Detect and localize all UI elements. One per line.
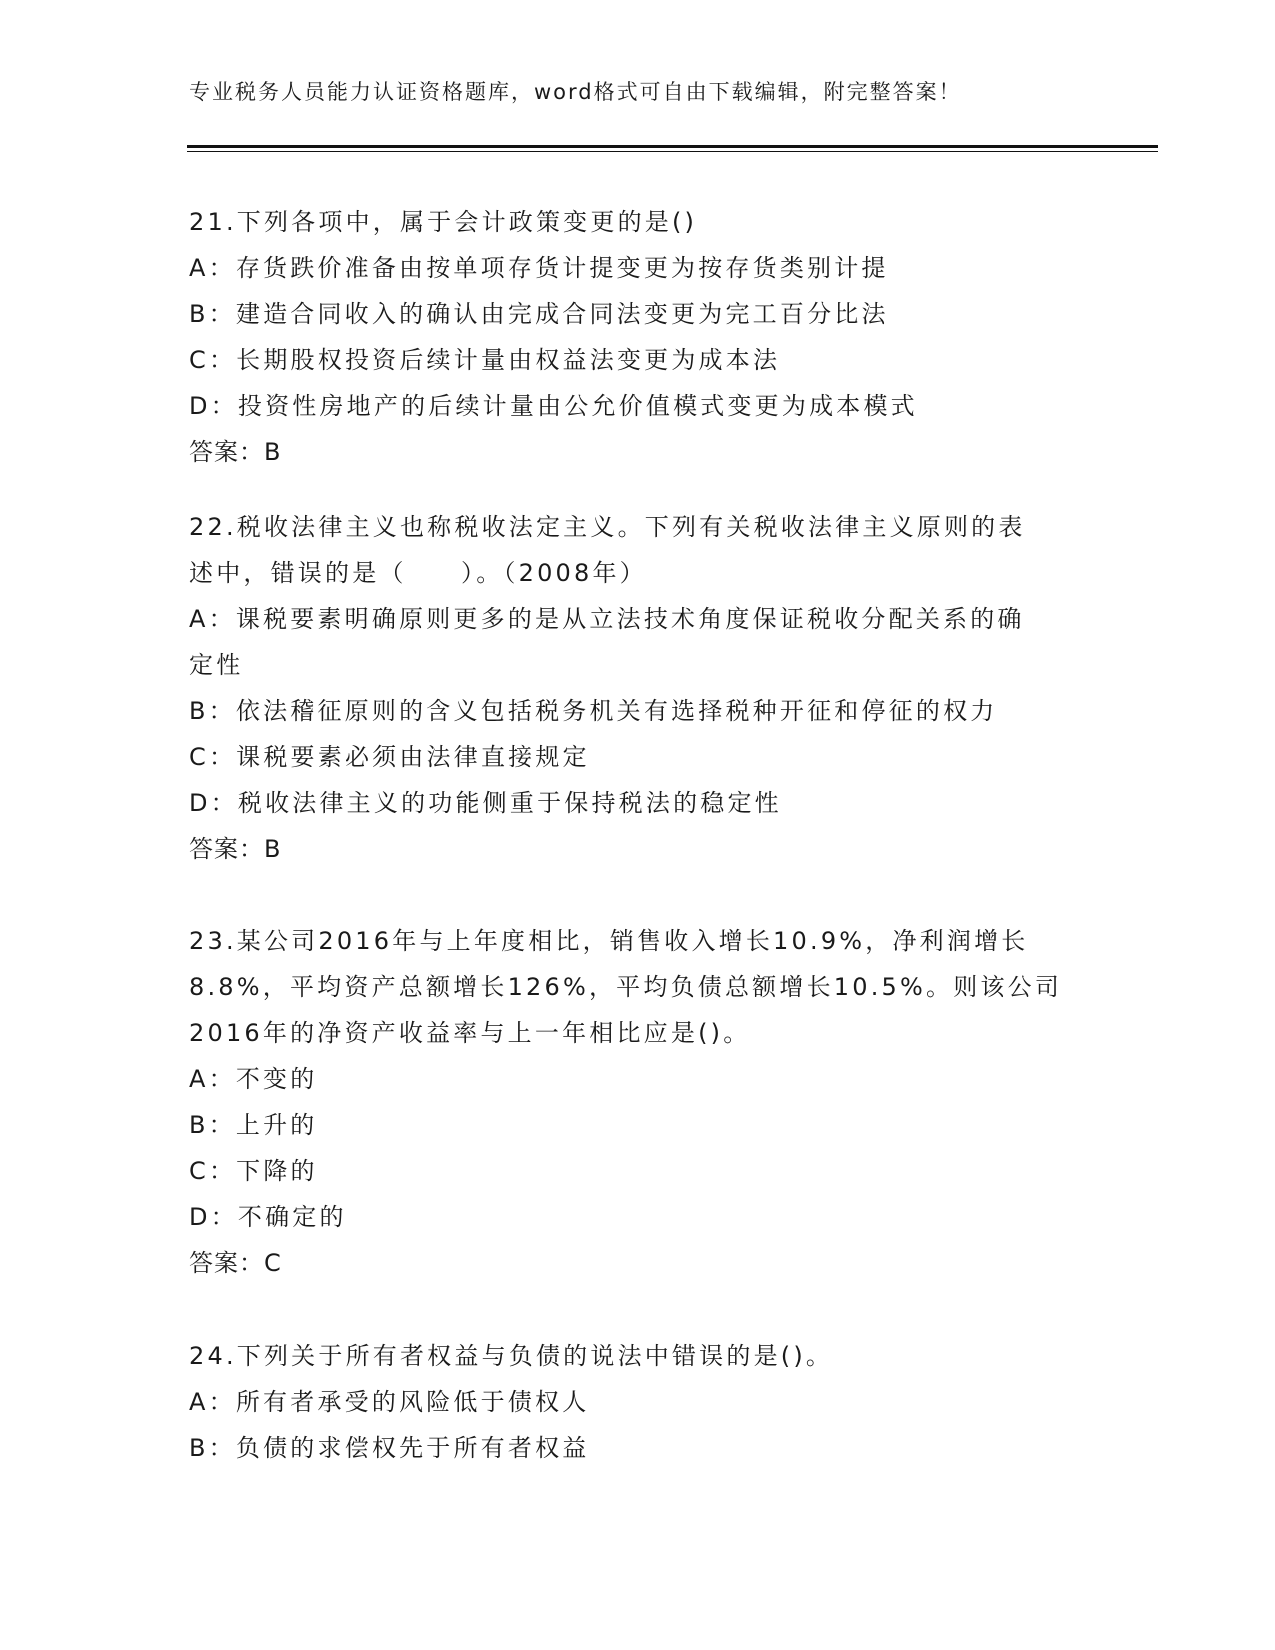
question-stem: 21.下列各项中，属于会计政策变更的是(): [189, 208, 698, 236]
answer-label: 答案：: [189, 438, 264, 466]
option-a: A：课税要素明确原则更多的是从立法技术角度保证税收分配关系的确: [189, 605, 1025, 633]
option-a: A：所有者承受的风险低于债权人: [189, 1388, 590, 1416]
option-d: D：税收法律主义的功能侧重于保持税法的稳定性: [189, 789, 782, 817]
answer-value: B: [264, 835, 282, 863]
option-a-cont: 定性: [189, 651, 244, 679]
question-stem: 22.税收法律主义也称税收法定主义。下列有关税收法律主义原则的表: [189, 513, 1026, 541]
question-stem: 24.下列关于所有者权益与负债的说法中错误的是()。: [189, 1342, 834, 1370]
answer-line: [189, 1240, 1089, 1286]
option-b: B：依法稽征原则的含义包括税务机关有选择税种开征和停征的权力: [189, 697, 998, 725]
question-22: [189, 504, 1089, 872]
option-c: C：下降的: [189, 1157, 318, 1185]
option-b: B：建造合同收入的确认由完成合同法变更为完工百分比法: [189, 300, 889, 328]
answer-line: [189, 826, 1089, 872]
question-stem-cont: 8.8%，平均资产总额增长126%，平均负债总额增长10.5%。则该公司: [189, 973, 1063, 1001]
question-stem: 23.某公司2016年与上年度相比，销售收入增长10.9%，净利润增长: [189, 927, 1029, 955]
answer-label: 答案：: [189, 1249, 264, 1277]
answer-line: [189, 429, 1089, 475]
option-d: D：投资性房地产的后续计量由公允价值模式变更为成本模式: [189, 392, 918, 420]
option-c: C：长期股权投资后续计量由权益法变更为成本法: [189, 346, 781, 374]
question-stem-cont: 述中，错误的是（ ）。（2008年）: [189, 559, 647, 587]
option-c: C：课税要素必须由法律直接规定: [189, 743, 590, 771]
header-rule-thick: [187, 145, 1158, 148]
question-21: [189, 199, 1089, 475]
option-a: A：存货跌价准备由按单项存货计提变更为按存货类别计提: [189, 254, 889, 282]
question-23: [189, 918, 1089, 1286]
option-b: B：负债的求偿权先于所有者权益: [189, 1434, 590, 1462]
answer-value: B: [264, 438, 282, 466]
answer-label: 答案：: [189, 835, 264, 863]
option-d: D：不确定的: [189, 1203, 347, 1231]
page-header: 专业税务人员能力认证资格题库，word格式可自由下载编辑，附完整答案！: [189, 80, 962, 104]
question-stem-cont: 2016年的净资产收益率与上一年相比应是()。: [189, 1019, 751, 1047]
header-rule-thin: [187, 151, 1158, 152]
option-b: B：上升的: [189, 1111, 318, 1139]
option-a: A：不变的: [189, 1065, 318, 1093]
answer-value: C: [264, 1249, 282, 1277]
question-24: [189, 1333, 1089, 1471]
